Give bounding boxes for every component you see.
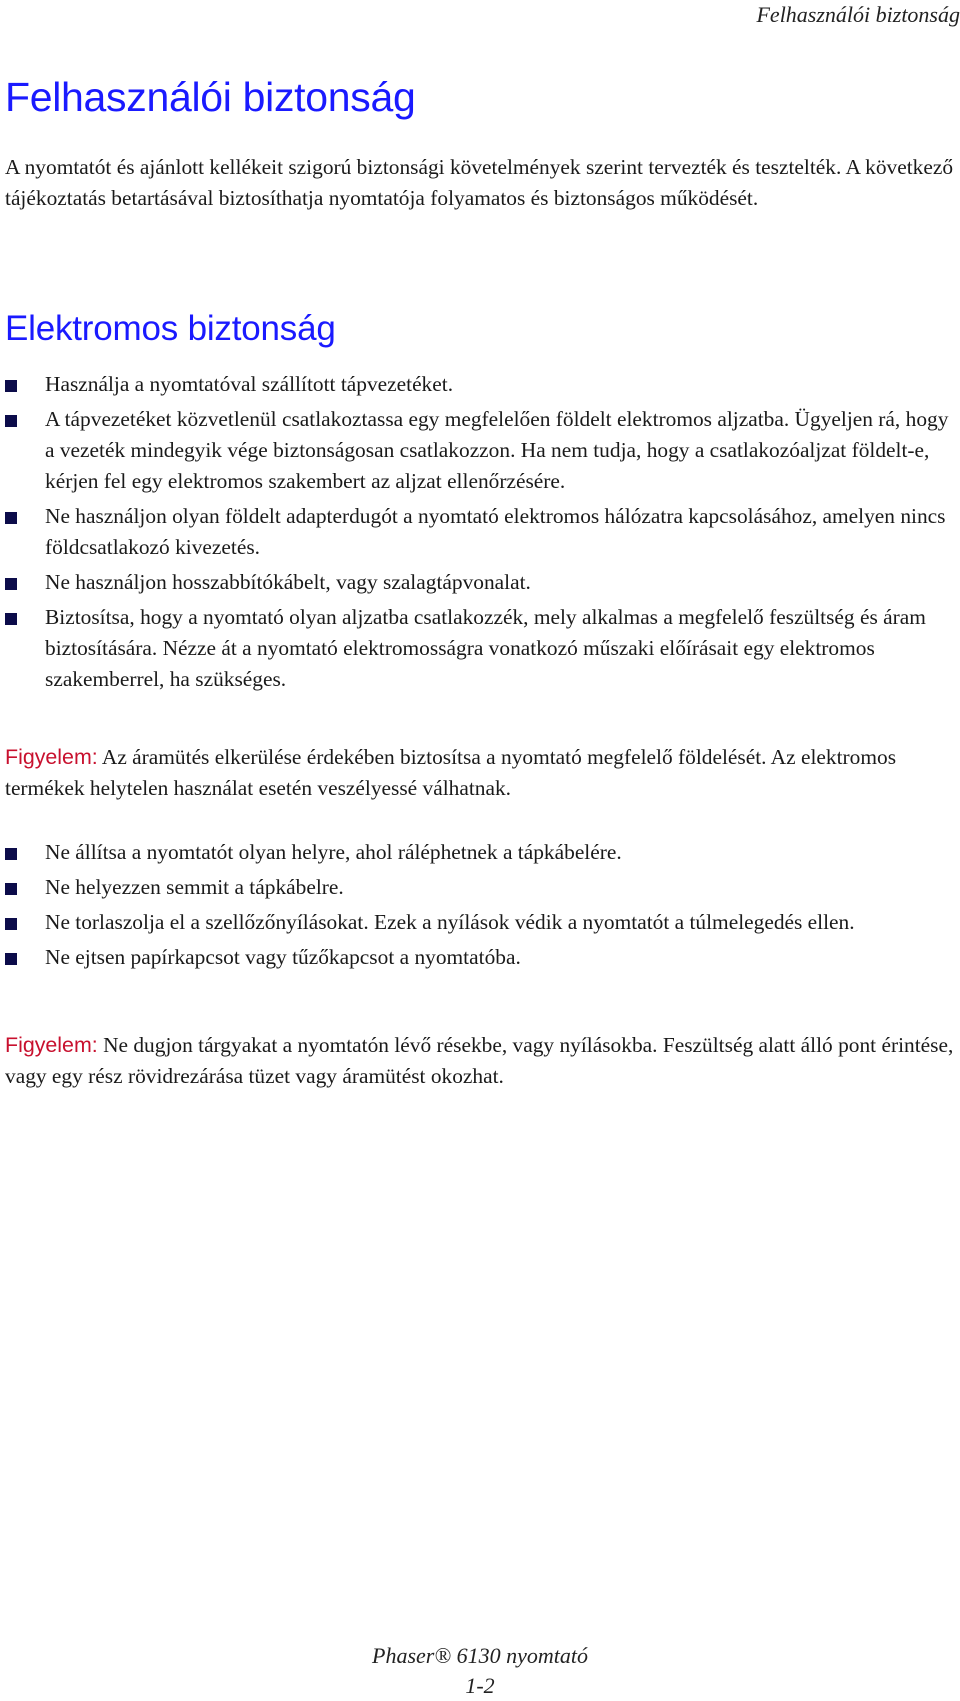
list-item-text: Ne állítsa a nyomtatót olyan helyre, ahol ráléphetnek a tápkábelére. <box>45 840 622 864</box>
list-item-text: Ne torlaszolja el a szellőzőnyílásokat. Ezek a nyílások védik a nyomtatót a túlmelegedés ellen. <box>45 910 855 934</box>
square-bullet-icon <box>5 953 17 965</box>
list-item <box>0 404 955 497</box>
square-bullet-icon <box>5 578 17 590</box>
running-header: Felhasználói biztonság <box>756 2 960 27</box>
warning-paragraph-openings <box>5 1030 955 1092</box>
square-bullet-icon <box>5 380 17 392</box>
square-bullet-icon <box>5 613 17 625</box>
page-title: Felhasználói biztonság <box>5 74 416 120</box>
list-item <box>0 567 955 598</box>
warning-text: Ne dugjon tárgyakat a nyomtatón lévő résekbe, vagy nyílásokba. Feszültség alatt álló pont érintése, vagy egy rész rövidrezárása tüzet vagy áramütést okozhat. <box>5 1033 954 1088</box>
square-bullet-icon <box>5 848 17 860</box>
list-item-text: Ne használjon hosszabbítókábelt, vagy szalagtápvonalat. <box>45 570 531 594</box>
warning-label: Figyelem: <box>5 745 98 769</box>
square-bullet-icon <box>5 415 17 427</box>
list-item <box>0 942 955 973</box>
square-bullet-icon <box>5 512 17 524</box>
list-item-text: Használja a nyomtatóval szállított tápvezetéket. <box>45 372 454 396</box>
square-bullet-icon <box>5 883 17 895</box>
list-item-text: Biztosítsa, hogy a nyomtató olyan aljzatba csatlakozzék, mely alkalmas a megfelelő feszültség és áram biztosítására. Nézze át a nyomtató elektromosságra vonatkozó műszaki előírásait egy elektromos szakemberrel, ha szükséges. <box>45 605 926 691</box>
list-item <box>0 837 955 868</box>
page-number: 1-2 <box>465 1673 495 1698</box>
warning-label: Figyelem: <box>5 1033 98 1057</box>
list-item <box>0 602 955 695</box>
list-item <box>0 501 955 563</box>
list-item <box>0 872 955 903</box>
square-bullet-icon <box>5 918 17 930</box>
list-item <box>0 369 955 400</box>
section-heading-electrical: Elektromos biztonság <box>5 309 336 348</box>
list-item-text: Ne használjon olyan földelt adapterdugót a nyomtató elektromos hálózatra kapcsolásához, amelyen nincs földcsatlakozó kivezetés. <box>45 504 946 559</box>
intro-paragraph: A nyomtatót és ajánlott kellékeit szigorú biztonsági követelmények szerint tervezték és tesztelték. A következő tájékoztatás betartásával biztosíthatja nyomtatója folyamatos és biztonságos működését. <box>5 155 954 210</box>
warning-paragraph-grounding <box>5 742 955 804</box>
page-footer <box>0 1641 960 1701</box>
placement-safety-list <box>0 837 955 977</box>
electrical-safety-list <box>0 369 955 699</box>
warning-text: Az áramütés elkerülése érdekében biztosítsa a nyomtató megfelelő földelését. Az elektromos termékek helytelen használat esetén veszélyessé válhatnak. <box>5 745 897 800</box>
list-item-text: A tápvezetéket közvetlenül csatlakoztassa egy megfelelően földelt elektromos aljzatba. Ügyeljen rá, hogy a vezeték mindegyik vége biztonságosan csatlakozzon. Ha nem tudja, hogy a csatlakozóaljzat földelt-e, kérjen fel egy elektromos szakembert az aljzat ellenőrzésére. <box>45 407 949 493</box>
list-item-text: Ne ejtsen papírkapcsot vagy tűzőkapcsot a nyomtatóba. <box>45 945 521 969</box>
footer-product-name: Phaser® 6130 nyomtató <box>372 1643 588 1668</box>
list-item-text: Ne helyezzen semmit a tápkábelre. <box>45 875 344 899</box>
list-item <box>0 907 955 938</box>
